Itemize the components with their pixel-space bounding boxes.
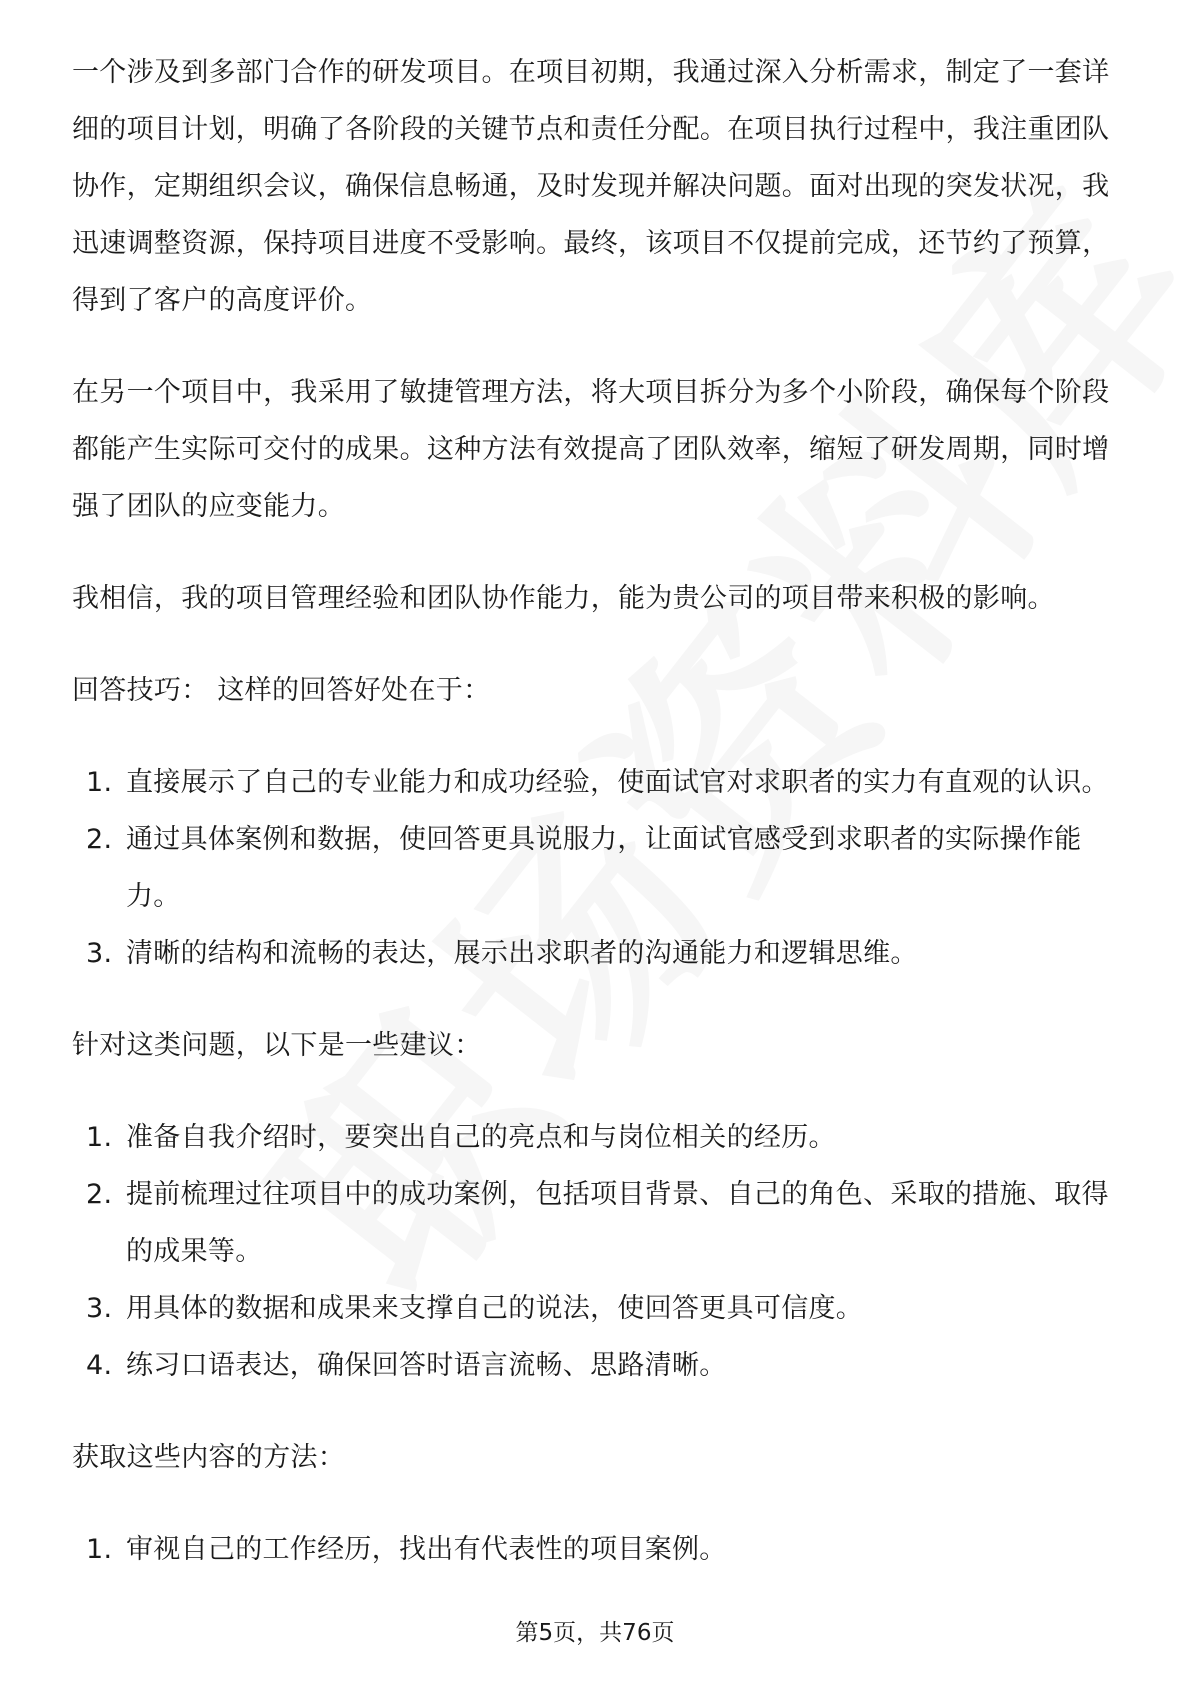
tips-list (72, 754, 1122, 982)
list-item-text: 审视自己的工作经历，找出有代表性的项目案例。 (126, 1534, 727, 1565)
list-item-text: 用具体的数据和成果来支撑自己的说法，使回答更具可信度。 (126, 1293, 864, 1324)
list-item (72, 1280, 1122, 1337)
advice-heading: 针对这类问题，以下是一些建议： (72, 1030, 482, 1061)
list-number: 1. (86, 1122, 113, 1153)
document-body (72, 44, 1122, 1613)
list-number: 1. (86, 767, 113, 798)
list-item-text: 清晰的结构和流畅的表达，展示出求职者的沟通能力和逻辑思维。 (126, 938, 918, 969)
list-item-text: 直接展示了自己的专业能力和成功经验，使面试官对求职者的实力有直观的认识。 (126, 767, 1109, 798)
advice-list (72, 1109, 1122, 1394)
list-item-text: 练习口语表达，确保回答时语言流畅、思路清晰。 (126, 1350, 727, 1381)
list-item (72, 1337, 1122, 1394)
list-item-text: 准备自我介绍时，要突出自己的亮点和与岗位相关的经历。 (126, 1122, 836, 1153)
list-number: 2. (86, 824, 113, 855)
list-item (72, 1521, 1122, 1578)
paragraph-agile-project: 在另一个项目中，我采用了敏捷管理方法，将大项目拆分为多个小阶段，确保每个阶段都能产生实际可交付的成果。这种方法有效提高了团队效率，缩短了研发周期，同时增强了团队的应变能力。 (72, 377, 1110, 522)
list-item-text: 提前梳理过往项目中的成功案例，包括项目背景、自己的角色、采取的措施、取得的成果等。 (126, 1179, 1109, 1267)
list-item (72, 1166, 1122, 1280)
list-item (72, 1109, 1122, 1166)
paragraph-project-experience: 一个涉及到多部门合作的研发项目。在项目初期，我通过深入分析需求，制定了一套详细的项目计划，明确了各阶段的关键节点和责任分配。在项目执行过程中，我注重团队协作，定期组织会议，确保信息畅通，及时发现并解决问题。面对出现的突发状况，我迅速调整资源，保持项目进度不受影响。最终，该项目不仅提前完成，还节约了预算，得到了客户的高度评价。 (72, 57, 1110, 316)
list-item (72, 811, 1122, 925)
method-list (72, 1521, 1122, 1578)
list-number: 3. (86, 938, 113, 969)
list-number: 2. (86, 1179, 113, 1210)
list-number: 3. (86, 1293, 113, 1324)
list-item-text: 通过具体案例和数据，使回答更具说服力，让面试官感受到求职者的实际操作能力。 (126, 824, 1082, 912)
list-item (72, 925, 1122, 982)
list-item (72, 754, 1122, 811)
paragraph-conclusion: 我相信，我的项目管理经验和团队协作能力，能为贵公司的项目带来积极的影响。 (72, 583, 1055, 614)
list-number: 1. (86, 1534, 113, 1565)
method-heading: 获取这些内容的方法： (72, 1442, 345, 1473)
tips-heading: 回答技巧： 这样的回答好处在于： (72, 675, 491, 706)
list-number: 4. (86, 1350, 113, 1381)
page-footer: 第5页，共76页 (515, 1620, 675, 1646)
